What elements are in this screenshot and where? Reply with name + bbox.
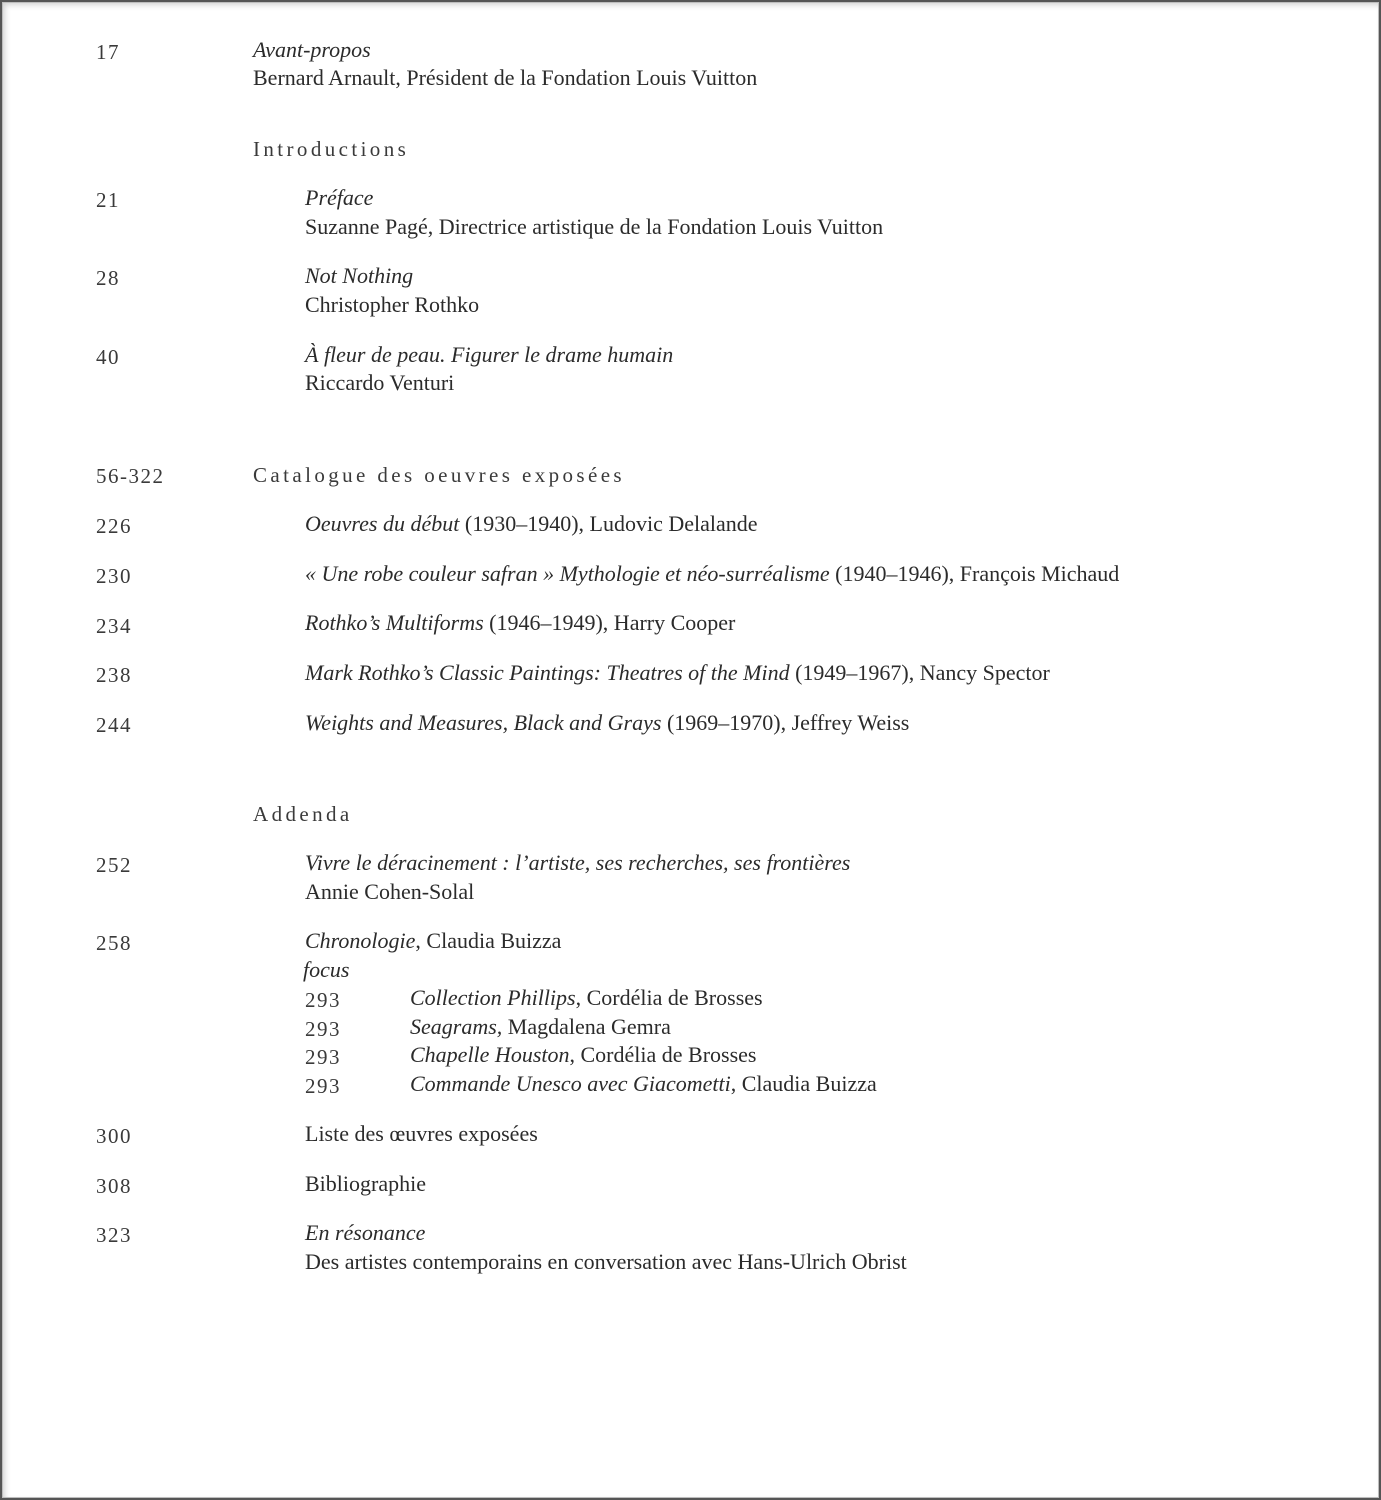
focus-entry: Chapelle Houston, Cordélia de Brosses <box>410 1042 757 1067</box>
entry-title: Weights and Measures, Black and Grays (1969–1970), Jeffrey Weiss <box>305 710 910 735</box>
entry-subtitle: Annie Cohen-Solal <box>305 879 475 904</box>
entry-subtitle: Des artistes contemporains en conversation avec Hans-Ulrich Obrist <box>305 1249 907 1274</box>
entry-title: Mark Rothko’s Classic Paintings: Theatres of the Mind (1949–1967), Nancy Spector <box>305 660 1050 685</box>
entry-title: Avant-propos <box>253 37 371 62</box>
entry-title: Bibliographie <box>305 1171 426 1196</box>
focus-entry: Collection Phillips, Cordélia de Brosses <box>410 985 763 1010</box>
page-number: 252 <box>96 853 132 877</box>
entry-title: Chronologie, Claudia Buizza <box>305 928 562 953</box>
page-number: 230 <box>96 564 132 588</box>
entry-title: Préface <box>305 185 374 210</box>
page-number: 28 <box>96 266 120 290</box>
entry-title: Vivre le déracinement : l’artiste, ses recherches, ses frontières <box>305 850 851 875</box>
section-heading-introductions: Introductions <box>253 137 410 161</box>
page-number: 17 <box>96 40 120 64</box>
focus-entry: Seagrams, Magdalena Gemra <box>410 1014 671 1039</box>
entry-title: « Une robe couleur safran » Mythologie et néo-surréalisme (1940–1946), François Michaud <box>305 561 1120 586</box>
page-number: 308 <box>96 1174 132 1198</box>
entry-subtitle: Riccardo Venturi <box>305 370 455 395</box>
focus-page-number: 293 <box>305 1074 341 1098</box>
focus-entry: Commande Unesco avec Giacometti, Claudia Buizza <box>410 1071 877 1096</box>
entry-title: À fleur de peau. Figurer le drame humain <box>305 342 674 367</box>
section-heading-catalogue: Catalogue des oeuvres exposées <box>253 463 625 487</box>
page-number: 234 <box>96 614 132 638</box>
focus-page-number: 293 <box>305 1045 341 1069</box>
focus-label: focus <box>303 957 350 982</box>
entry-title: Oeuvres du début (1930–1940), Ludovic Delalande <box>305 511 758 536</box>
entry-title: Not Nothing <box>305 263 414 288</box>
page-number: 323 <box>96 1223 132 1247</box>
page-number: 244 <box>96 713 132 737</box>
entry-subtitle: Suzanne Pagé, Directrice artistique de la Fondation Louis Vuitton <box>305 214 884 239</box>
page-number: 21 <box>96 188 120 212</box>
page-number: 40 <box>96 345 120 369</box>
page-number: 226 <box>96 514 132 538</box>
focus-page-number: 293 <box>305 1017 341 1041</box>
page-number: 258 <box>96 931 132 955</box>
entry-title: Liste des œuvres exposées <box>305 1121 538 1146</box>
entry-title: Rothko’s Multiforms (1946–1949), Harry Cooper <box>305 610 736 635</box>
page-number: 238 <box>96 663 132 687</box>
section-heading-addenda: Addenda <box>253 802 353 826</box>
entry-subtitle: Bernard Arnault, Président de la Fondation Louis Vuitton <box>253 65 758 90</box>
page-number: 56-322 <box>96 464 165 488</box>
entry-subtitle: Christopher Rothko <box>305 292 480 317</box>
page-number: 300 <box>96 1124 132 1148</box>
focus-page-number: 293 <box>305 988 341 1012</box>
entry-title: En résonance <box>305 1220 426 1245</box>
